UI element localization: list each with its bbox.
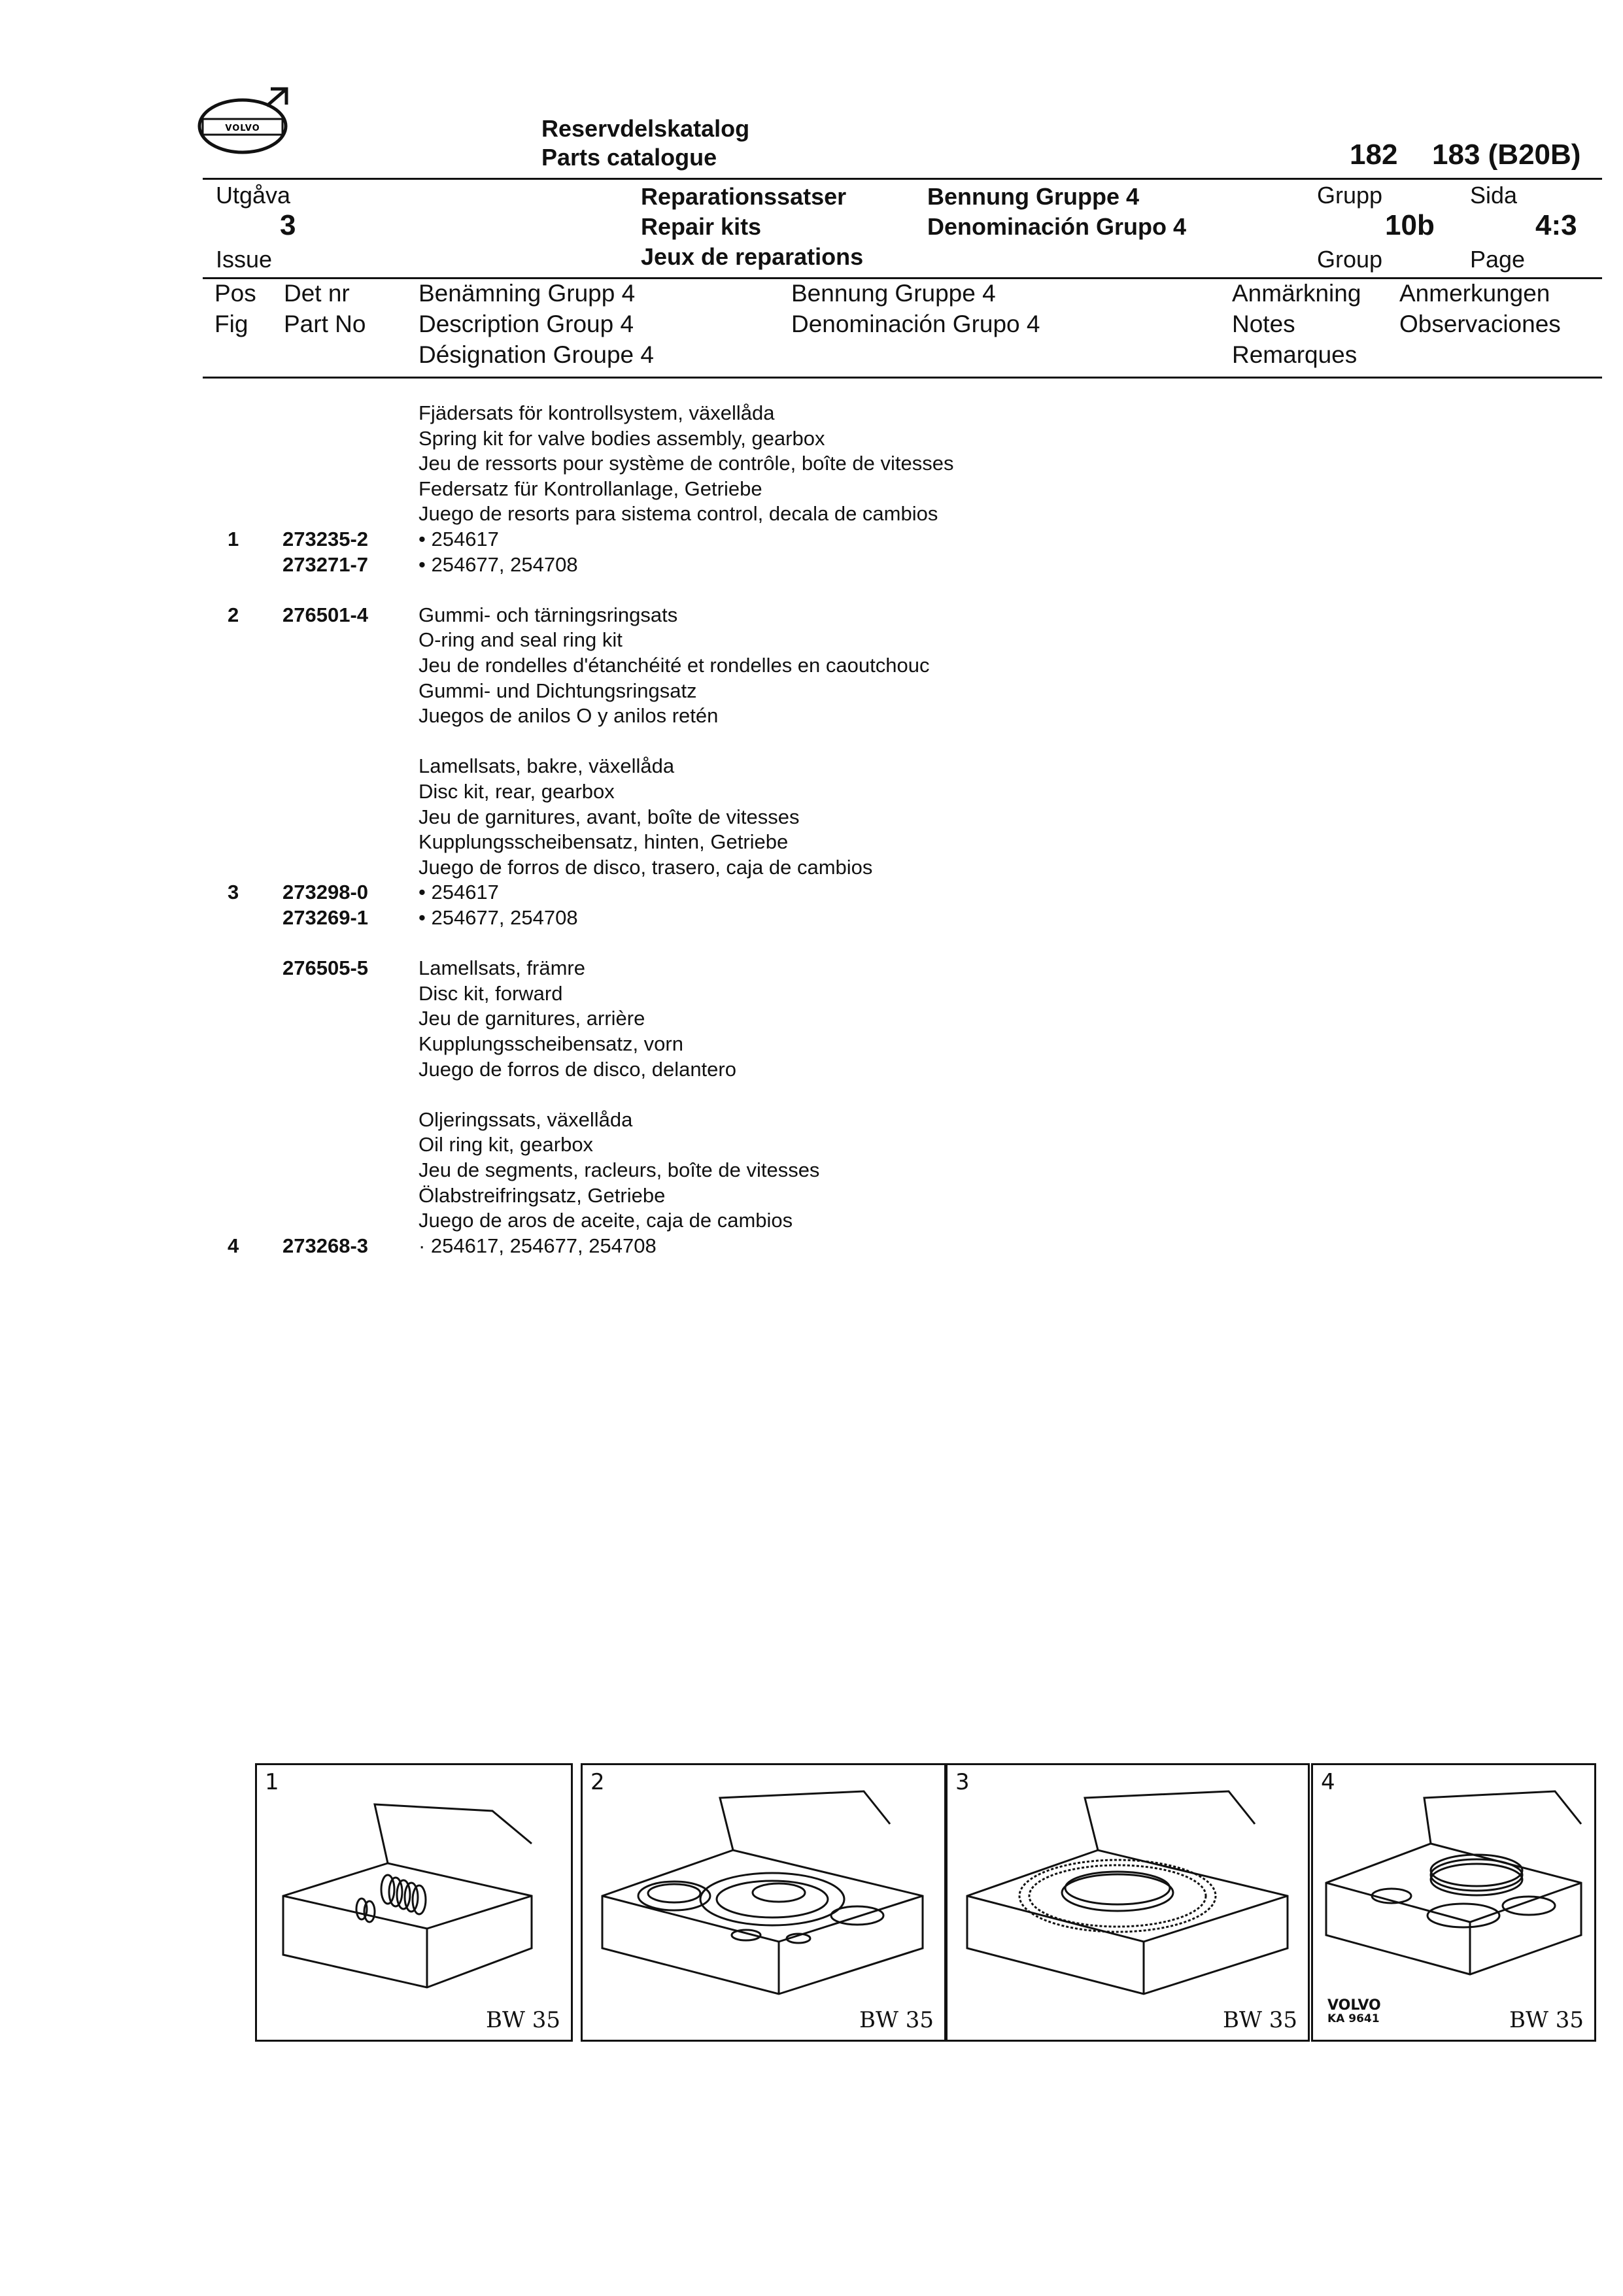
parts-row (0, 829, 1623, 854)
col-notes-es: Observaciones (1399, 311, 1561, 337)
row-description: O-ring and seal ring kit (419, 628, 623, 651)
parts-row (0, 879, 1623, 905)
header-rule-3 (203, 377, 1602, 379)
parts-row (0, 1056, 1623, 1082)
issue-label-sv: Utgåva (216, 182, 291, 209)
disc-kit-icon (948, 1765, 1308, 2040)
row-description: Disc kit, forward (419, 982, 563, 1005)
col-detnr: Det nr (284, 280, 350, 307)
row-description: Jeu de garnitures, arrière (419, 1007, 645, 1030)
group-value: 10b (1385, 209, 1435, 241)
catalogue-title-en: Parts catalogue (541, 144, 717, 171)
parts-row (0, 1132, 1623, 1157)
group-label-sv: Grupp (1317, 182, 1383, 209)
volvo-logo (194, 85, 298, 157)
figure-3 (946, 1763, 1310, 2042)
row-part-number: 273269-1 (282, 906, 369, 929)
page-value: 4:3 (1535, 209, 1577, 241)
figure-number: 1 (265, 1769, 279, 1795)
row-description: Juegos de anilos O y anilos retén (419, 704, 719, 727)
row-description: Oljeringssats, växellåda (419, 1108, 633, 1131)
col-desc-en: Description Group 4 (419, 311, 634, 337)
row-description: Lamellsats, främre (419, 956, 585, 979)
row-description: Jeu de ressorts pour système de contrôle, boîte de vitesses (419, 452, 954, 475)
row-description: • 254677, 254708 (419, 906, 578, 929)
row-description: Juego de aros de aceite, caja de cambios (419, 1209, 793, 1232)
parts-row (0, 552, 1623, 577)
volvo-emblem-icon (194, 85, 298, 157)
parts-row (0, 1207, 1623, 1233)
figure-label: BW 35 (485, 2007, 560, 2033)
parts-row (0, 652, 1623, 678)
parts-row (0, 526, 1623, 552)
parts-row (0, 854, 1623, 880)
figure-label: BW 35 (859, 2007, 934, 2033)
row-description: Juego de forros de disco, trasero, caja de cambios (419, 856, 873, 879)
col-notes-de: Anmerkungen (1399, 280, 1550, 307)
parts-row (0, 779, 1623, 804)
parts-row (0, 1005, 1623, 1031)
figure-logo-brand: VOLVO (1327, 1997, 1381, 2014)
row-description: Juego de forros de disco, delantero (419, 1058, 736, 1081)
parts-row (0, 728, 1623, 754)
parts-row (0, 981, 1623, 1006)
bennung: Bennung Gruppe 4 (927, 183, 1139, 210)
row-description: Ölabstreifringsatz, Getriebe (419, 1184, 666, 1207)
row-description: · 254617, 254677, 254708 (419, 1234, 657, 1257)
col-desc-de: Bennung Gruppe 4 (791, 280, 996, 307)
parts-row (0, 955, 1623, 981)
col-notes-fr: Remarques (1232, 341, 1358, 368)
parts-row (0, 602, 1623, 628)
row-pos: 1 (228, 528, 239, 550)
row-part-number: 276501-4 (282, 603, 369, 626)
model-a: 182 (1350, 139, 1398, 171)
denominacion: Denominación Grupo 4 (927, 213, 1187, 240)
parts-row (0, 501, 1623, 526)
row-description: Juego de resorts para sistema control, decala de cambios (419, 502, 938, 525)
row-description: Federsatz für Kontrollanlage, Getriebe (419, 477, 762, 500)
parts-row (0, 577, 1623, 602)
row-part-number: 273271-7 (282, 553, 369, 576)
model-b: 183 (B20B) (1432, 139, 1581, 171)
figure-4 (1311, 1763, 1596, 2042)
row-part-number: 273235-2 (282, 528, 369, 550)
figure-2 (581, 1763, 946, 2042)
catalogue-title-sv: Reservdelskatalog (541, 115, 750, 142)
issue-value: 3 (280, 209, 296, 241)
parts-row (0, 1183, 1623, 1208)
header-rule-1 (203, 178, 1602, 180)
parts-row (0, 450, 1623, 476)
parts-row (0, 703, 1623, 728)
parts-row (0, 753, 1623, 779)
title-sv: Reparationssatser (641, 183, 847, 210)
row-part-number: 273268-3 (282, 1234, 369, 1257)
col-desc-sv: Benämning Grupp 4 (419, 280, 636, 307)
parts-row (0, 1233, 1623, 1258)
row-description: Oil ring kit, gearbox (419, 1133, 594, 1156)
parts-row (0, 1031, 1623, 1056)
row-description: • 254617 (419, 528, 499, 550)
parts-row (0, 426, 1623, 451)
figure-logo-code: KA 9641 (1327, 2012, 1380, 2025)
row-pos: 3 (228, 881, 239, 903)
row-description: Gummi- och tärningsringsats (419, 603, 678, 626)
parts-row (0, 804, 1623, 830)
col-notes-en: Notes (1232, 311, 1295, 337)
title-fr: Jeux de reparations (641, 243, 864, 270)
parts-row (0, 476, 1623, 501)
row-description: Spring kit for valve bodies assembly, gearbox (419, 427, 825, 450)
parts-row (0, 1157, 1623, 1183)
figure-number: 2 (590, 1769, 605, 1795)
col-notes-sv: Anmärkning (1232, 280, 1361, 307)
row-description: Fjädersats för kontrollsystem, växellåda (419, 401, 775, 424)
row-description: • 254617 (419, 881, 499, 903)
brand-text: VOLVO (225, 124, 260, 133)
group-label-en: Group (1317, 246, 1383, 273)
issue-label-en: Issue (216, 246, 273, 273)
parts-row (0, 930, 1623, 956)
parts-row (0, 678, 1623, 703)
col-desc-fr: Désignation Groupe 4 (419, 341, 654, 368)
figure-number: 4 (1321, 1769, 1335, 1795)
row-description: Jeu de segments, racleurs, boîte de vitesses (419, 1158, 820, 1181)
row-description: Kupplungsscheibensatz, hinten, Getriebe (419, 830, 789, 853)
row-description: Jeu de rondelles d'étanchéité et rondelles en caoutchouc (419, 654, 930, 677)
row-part-number: 276505-5 (282, 956, 369, 979)
figure-label: BW 35 (1509, 2007, 1584, 2033)
col-pos: Pos (214, 280, 256, 307)
row-description: Jeu de garnitures, avant, boîte de vitesses (419, 805, 800, 828)
row-part-number: 273298-0 (282, 881, 369, 903)
header-rule-2 (203, 277, 1602, 279)
figure-1 (255, 1763, 573, 2042)
page-label-en: Page (1470, 246, 1526, 273)
figure-label: BW 35 (1222, 2007, 1297, 2033)
figure-logo (1327, 1999, 1381, 2025)
parts-row (0, 905, 1623, 930)
row-description: Gummi- und Dichtungsringsatz (419, 679, 697, 702)
gearbox-spring-kit-icon (257, 1765, 571, 2040)
page-label-sv: Sida (1470, 182, 1518, 209)
row-description: Lamellsats, bakre, växellåda (419, 754, 675, 777)
parts-row (0, 400, 1623, 426)
col-desc-es: Denominación Grupo 4 (791, 311, 1040, 337)
row-description: Kupplungsscheibensatz, vorn (419, 1032, 683, 1055)
row-description: Disc kit, rear, gearbox (419, 780, 615, 803)
col-fig: Fig (214, 311, 248, 337)
parts-row (0, 1107, 1623, 1132)
parts-row (0, 1081, 1623, 1107)
row-pos: 2 (228, 603, 239, 626)
parts-row (0, 627, 1623, 652)
row-description: • 254677, 254708 (419, 553, 578, 576)
oring-seal-kit-icon (583, 1765, 944, 2040)
col-partno: Part No (284, 311, 366, 337)
title-en: Repair kits (641, 213, 762, 240)
figure-number: 3 (955, 1769, 970, 1795)
row-pos: 4 (228, 1234, 239, 1257)
